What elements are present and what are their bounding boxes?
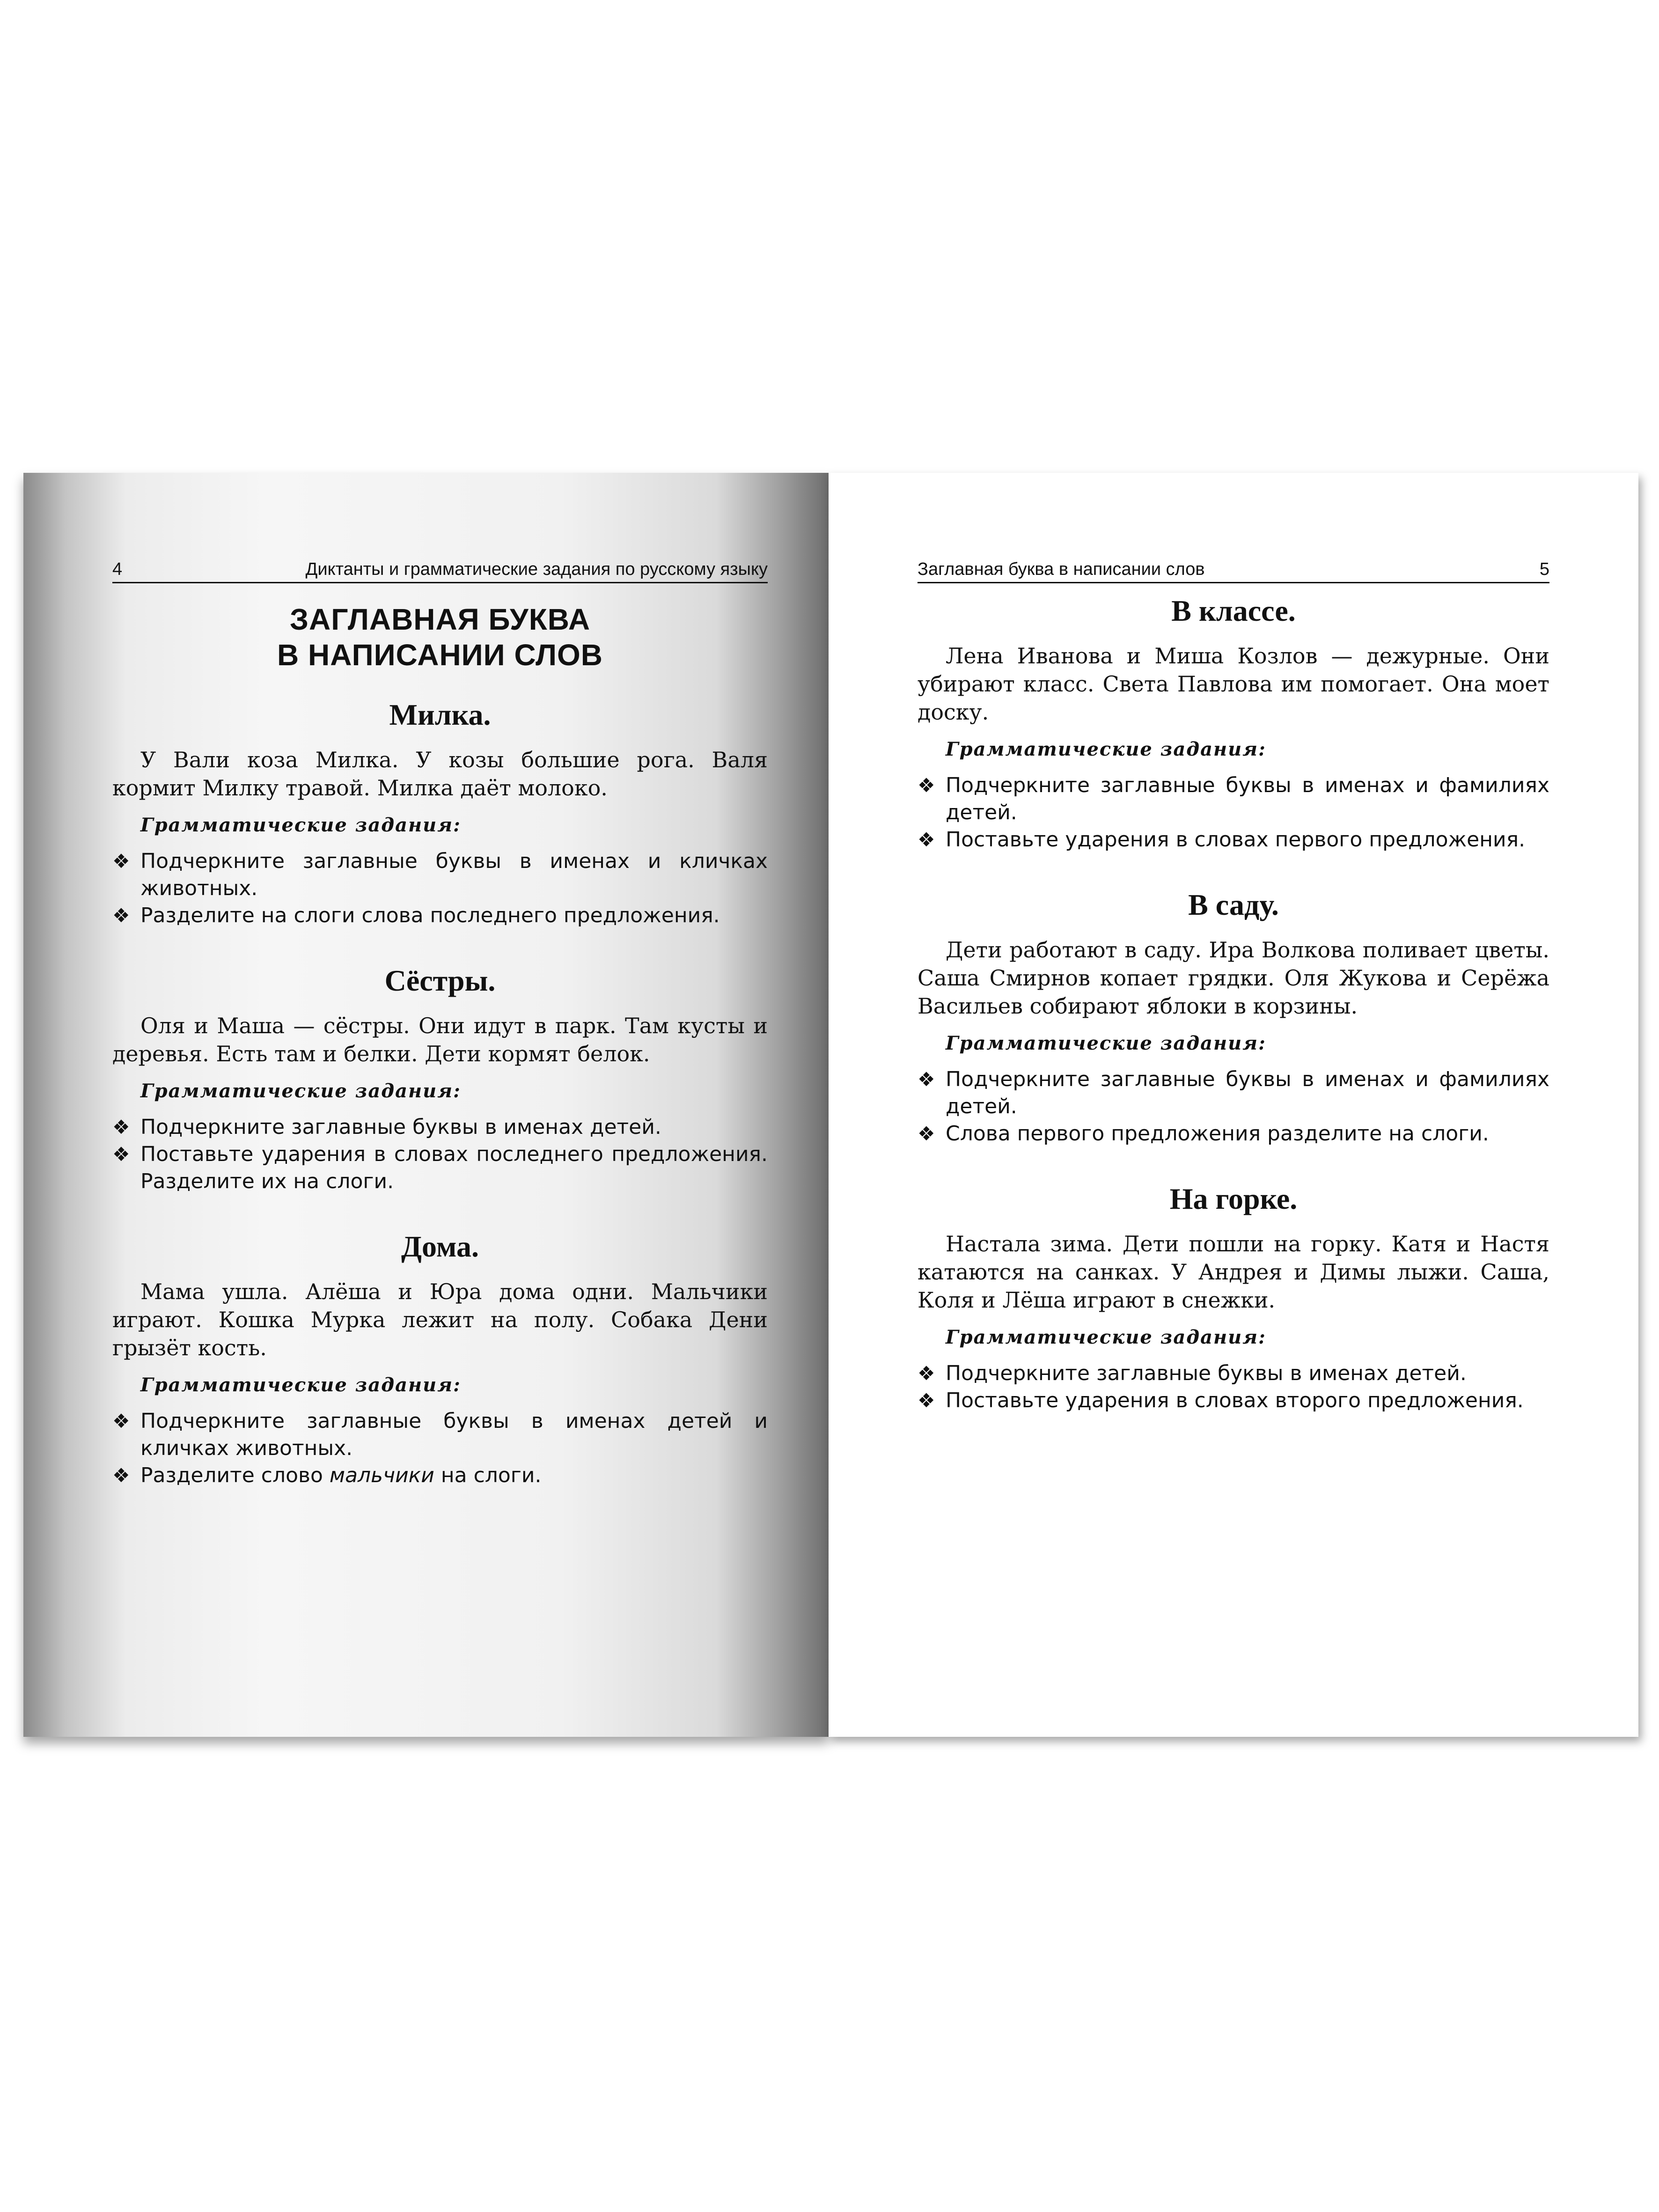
task-list (918, 1066, 1549, 1147)
chapter-title-line-1: ЗАГЛАВНАЯ БУКВА (289, 603, 591, 636)
dictation-v-sadu (918, 886, 1549, 1147)
diamond-bullet-icon: ❖ (112, 904, 130, 927)
task-list (112, 1408, 768, 1489)
diamond-bullet-icon: ❖ (112, 1464, 130, 1487)
left-running-title: Диктанты и грамматические задания по русскому языку (305, 559, 768, 579)
right-running-title: Заглавная буква в написании слов (918, 559, 1205, 579)
task-list (918, 772, 1549, 853)
task-list (112, 848, 768, 929)
tasks-label: Грамматические задания: (946, 1326, 1266, 1348)
section-title: На горке. (1169, 1182, 1298, 1215)
dictation-na-gorke (918, 1180, 1549, 1414)
diamond-bullet-icon: ❖ (112, 1143, 130, 1166)
diamond-bullet-icon: ❖ (918, 1389, 935, 1412)
header-rule (112, 582, 768, 583)
diamond-bullet-icon: ❖ (918, 1362, 935, 1385)
section-title: Милка. (389, 698, 491, 731)
task-item: ❖ Поставьте ударения в словах второго предложения. (918, 1387, 1549, 1414)
task-item: ❖ Подчеркните заглавные буквы в именах и фамилиях детей. (918, 1066, 1549, 1120)
task-item: ❖ Подчеркните заглавные буквы в именах и кличках животных. (112, 848, 768, 902)
dictation-text: Дети работают в саду. Ира Волкова поливает цветы. Саша Смирнов копает грядки. Оля Жукова и Серёжа Васильев собирают яблоки в корзины. (918, 937, 1549, 1019)
tasks-label: Грамматические задания: (946, 738, 1266, 760)
tasks-label: Грамматические задания: (946, 1032, 1266, 1054)
dictation-text: У Вали коза Милка. У козы большие рога. Валя кормит Милку травой. Милка даёт молоко. (112, 747, 768, 801)
left-running-head (112, 557, 768, 583)
task-list (112, 1114, 768, 1195)
section-title: Дома. (401, 1230, 479, 1263)
diamond-bullet-icon: ❖ (112, 850, 130, 873)
right-page-number: 5 (1539, 559, 1549, 579)
diamond-bullet-icon: ❖ (918, 774, 935, 797)
dictation-doma (112, 1228, 768, 1489)
task-list (918, 1360, 1549, 1414)
right-page (829, 473, 1638, 1737)
task-item: ❖ Подчеркните заглавные буквы в именах детей и кличках животных. (112, 1408, 768, 1462)
diamond-bullet-icon: ❖ (918, 828, 935, 851)
dictation-text: Оля и Маша — сёстры. Они идут в парк. Там кусты и деревья. Есть там и белки. Дети кормят белок. (112, 1013, 768, 1066)
diamond-bullet-icon: ❖ (112, 1410, 130, 1433)
section-title: В классе. (1171, 594, 1296, 627)
header-rule (918, 582, 1549, 583)
diamond-bullet-icon: ❖ (112, 1116, 130, 1139)
left-page (23, 473, 829, 1737)
section-title: В саду. (1188, 888, 1279, 921)
right-running-head (918, 557, 1549, 583)
task-item: ❖ Разделите слово мальчики на слоги. (112, 1462, 768, 1489)
task-item: ❖ Подчеркните заглавные буквы в именах и фамилиях детей. (918, 772, 1549, 826)
task-item: ❖ Подчеркните заглавные буквы в именах детей. (112, 1114, 768, 1141)
dictation-sestry (112, 962, 768, 1195)
dictation-milka (112, 696, 768, 929)
dictation-text: Настала зима. Дети пошли на горку. Катя и Настя катаются на санках. У Андрея и Димы лыжи. Саша, Коля и Лёша играют в снежки. (918, 1231, 1549, 1313)
chapter-title-line-2: В НАПИСАНИИ СЛОВ (277, 638, 603, 672)
tasks-label: Грамматические задания: (140, 1080, 461, 1102)
task-item: ❖ Слова первого предложения разделите на слоги. (918, 1120, 1549, 1147)
section-title: Сёстры. (384, 964, 496, 997)
diamond-bullet-icon: ❖ (918, 1068, 935, 1091)
task-item: ❖ Поставьте ударения в словах последнего предложения. Разделите их на слоги. (112, 1141, 768, 1195)
dictation-v-klasse (918, 592, 1549, 853)
task-item: ❖ Поставьте ударения в словах первого предложения. (918, 826, 1549, 853)
left-page-number: 4 (112, 559, 123, 579)
dictation-text: Мама ушла. Алёша и Юра дома одни. Мальчики играют. Кошка Мурка лежит на полу. Собака Дени грызёт кость. (112, 1279, 768, 1360)
task-item: ❖ Подчеркните заглавные буквы в именах детей. (918, 1360, 1549, 1387)
tasks-label: Грамматические задания: (140, 814, 461, 836)
tasks-label: Грамматические задания: (140, 1374, 461, 1396)
dictation-text: Лена Иванова и Миша Козлов — дежурные. Они убирают класс. Света Павлова им помогает. Она моет доску. (918, 643, 1549, 725)
chapter-title (112, 602, 768, 673)
task-item: ❖ Разделите на слоги слова последнего предложения. (112, 902, 768, 929)
diamond-bullet-icon: ❖ (918, 1122, 935, 1145)
